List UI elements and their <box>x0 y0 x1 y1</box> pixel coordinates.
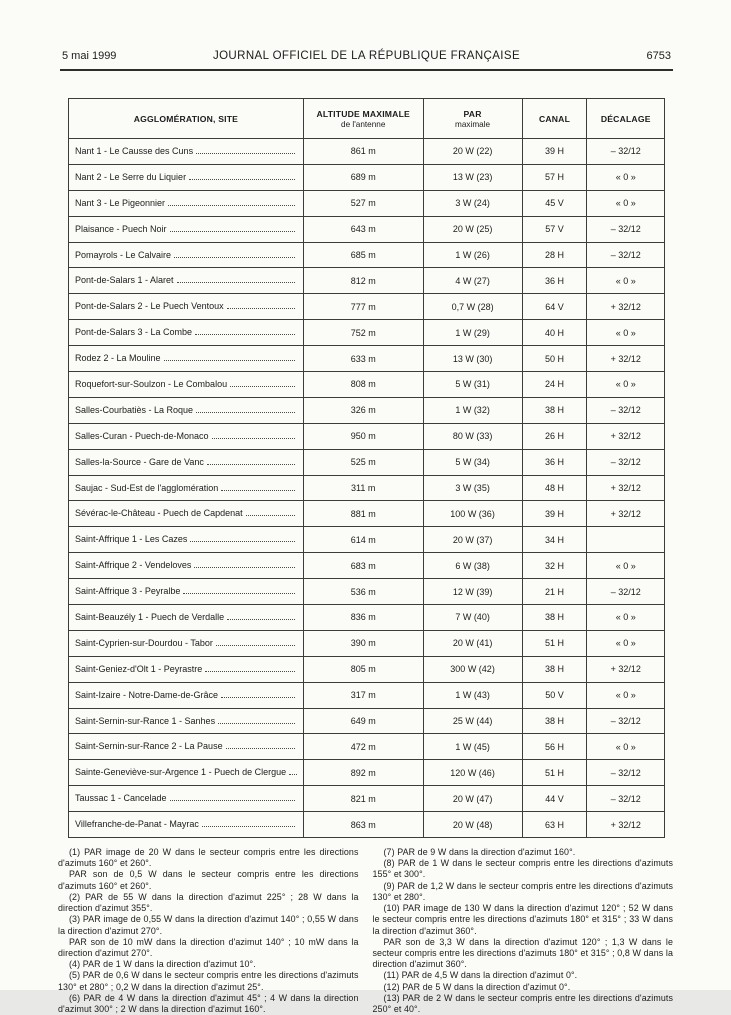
canal-cell: 48 H <box>522 475 587 501</box>
table-row <box>69 786 665 812</box>
table-row <box>69 216 665 242</box>
dotted-leader <box>196 153 295 154</box>
canal-cell: 39 H <box>522 501 587 527</box>
dotted-leader <box>246 515 295 516</box>
table-header <box>69 99 665 139</box>
par-cell: 3 W (35) <box>423 475 522 501</box>
footnote: (7) PAR de 9 W dans la direction d'azimut 160°. <box>383 847 576 858</box>
footnote: (4) PAR de 1 W dans la direction d'azimut 10°. <box>69 959 256 970</box>
footnote: (10) PAR image de 130 W dans la direction d'azimut 120° ; 52 W dans le secteur compris entre les directions d'azimuts 180° et 315° ; 33 W dans la direction d'azimut 360°. <box>372 903 673 936</box>
footnote: (2) PAR de 55 W dans la direction d'azimut 225° ; 28 W dans la direction d'azimut 355°. <box>58 891 359 914</box>
site-cell <box>69 475 304 501</box>
site-name: Rodez 2 - La Mouline <box>75 353 161 364</box>
table-row <box>69 294 665 320</box>
par-cell: 13 W (23) <box>423 164 522 190</box>
altitude-cell: 311 m <box>303 475 423 501</box>
site-cell <box>69 190 304 216</box>
dotted-leader <box>216 645 295 646</box>
column-header-agglomeration <box>69 99 304 139</box>
canal-cell: 38 H <box>522 605 587 631</box>
par-cell: 1 W (29) <box>423 320 522 346</box>
footnote: PAR son de 10 mW dans la direction d'azimut 140° ; 10 mW dans la direction d'azimut 270°. <box>58 936 359 959</box>
page-header <box>60 50 673 62</box>
altitude-cell: 881 m <box>303 501 423 527</box>
canal-cell: 38 H <box>522 397 587 423</box>
altitude-cell: 643 m <box>303 216 423 242</box>
par-cell: 1 W (45) <box>423 734 522 760</box>
altitude-cell: 863 m <box>303 812 423 838</box>
canal-cell: 24 H <box>522 372 587 398</box>
table-row <box>69 346 665 372</box>
par-cell: 20 W (25) <box>423 216 522 242</box>
dotted-leader <box>190 541 294 542</box>
altitude-cell: 950 m <box>303 423 423 449</box>
canal-cell: 32 H <box>522 553 587 579</box>
site-name: Sévérac-le-Château - Puech de Capdenat <box>75 508 243 519</box>
dotted-leader <box>195 334 295 335</box>
column-label: AGGLOMÉRATION, SITE <box>133 113 239 124</box>
dotted-leader <box>207 464 295 465</box>
column-header-decalage <box>587 99 665 139</box>
site-cell <box>69 656 304 682</box>
site-cell <box>69 294 304 320</box>
site-name: Nant 3 - Le Pigeonnier <box>75 197 166 208</box>
canal-cell: 50 H <box>522 346 587 372</box>
dotted-leader <box>189 179 295 180</box>
table-row <box>69 320 665 346</box>
dotted-leader <box>170 800 295 801</box>
altitude-cell: 683 m <box>303 553 423 579</box>
table-row <box>69 760 665 786</box>
decalage-cell: « 0 » <box>587 630 665 656</box>
table-body <box>69 139 665 838</box>
site-name: Sainte-Geneviève-sur-Argence 1 - Puech de Clergue <box>75 767 287 778</box>
table-row <box>69 682 665 708</box>
decalage-cell: – 32/12 <box>587 760 665 786</box>
decalage-cell: « 0 » <box>587 190 665 216</box>
site-name: Saint-Cyprien-sur-Dourdou - Tabor <box>75 637 213 648</box>
site-name: Saint-Beauzély 1 - Puech de Verdalle <box>75 611 225 622</box>
altitude-cell: 689 m <box>303 164 423 190</box>
par-cell: 4 W (27) <box>423 268 522 294</box>
footnote: (13) PAR de 2 W dans le secteur compris entre les directions d'azimuts 250° et 40°. <box>372 992 673 1015</box>
canal-cell: 51 H <box>522 630 587 656</box>
par-cell: 20 W (37) <box>423 527 522 553</box>
site-name: Plaisance - Puech Noir <box>75 223 167 234</box>
decalage-cell: « 0 » <box>587 268 665 294</box>
dotted-leader <box>205 671 295 672</box>
site-cell <box>69 449 304 475</box>
par-cell: 6 W (38) <box>423 553 522 579</box>
altitude-cell: 777 m <box>303 294 423 320</box>
footnote: PAR son de 0,5 W dans le secteur compris entre les directions d'azimuts 160° et 260°. <box>58 869 359 891</box>
table-row <box>69 397 665 423</box>
decalage-cell: – 32/12 <box>587 216 665 242</box>
altitude-cell: 527 m <box>303 190 423 216</box>
par-cell: 3 W (24) <box>423 190 522 216</box>
footnote: (11) PAR de 4,5 W dans la direction d'azimut 0°. <box>383 970 578 981</box>
transmitters-table <box>68 98 665 838</box>
dotted-leader <box>227 308 295 309</box>
canal-cell: 26 H <box>522 423 587 449</box>
site-name: Roquefort-sur-Soulzon - Le Combalou <box>75 378 228 389</box>
site-name: Saint-Affrique 1 - Les Cazes <box>75 534 188 545</box>
par-cell: 13 W (30) <box>423 346 522 372</box>
decalage-cell: – 32/12 <box>587 397 665 423</box>
altitude-cell: 525 m <box>303 449 423 475</box>
footnotes-right-column <box>373 847 674 1015</box>
footnotes-left-column <box>58 847 359 1015</box>
decalage-cell: « 0 » <box>587 553 665 579</box>
dotted-leader <box>230 386 295 387</box>
decalage-cell: + 32/12 <box>587 501 665 527</box>
table-row <box>69 605 665 631</box>
site-cell <box>69 786 304 812</box>
table-row <box>69 242 665 268</box>
dotted-leader <box>218 723 295 724</box>
table-row <box>69 734 665 760</box>
site-name: Saint-Affrique 3 - Peyralbe <box>75 586 181 597</box>
site-name: Salles-Courbatiès - La Roque <box>75 404 194 415</box>
table-row <box>69 527 665 553</box>
par-cell: 12 W (39) <box>423 579 522 605</box>
site-name: Nant 1 - Le Causse des Cuns <box>75 145 194 156</box>
decalage-cell <box>587 527 665 553</box>
column-header-altitude <box>303 99 423 139</box>
dotted-leader <box>289 774 297 775</box>
altitude-cell: 633 m <box>303 346 423 372</box>
decalage-cell: « 0 » <box>587 605 665 631</box>
altitude-cell: 752 m <box>303 320 423 346</box>
decalage-cell: + 32/12 <box>587 812 665 838</box>
decalage-cell: + 32/12 <box>587 656 665 682</box>
table-row <box>69 423 665 449</box>
footnote: (5) PAR de 0,6 W dans le secteur compris entre les directions d'azimuts 130° et 280° ; 0,2 W dans la direction d'azimut 25°. <box>58 970 359 992</box>
site-name: Saint-Geniez-d'Olt 1 - Peyrastre <box>75 663 203 674</box>
dotted-leader <box>194 567 294 568</box>
table-row <box>69 501 665 527</box>
site-name: Saint-Izaire - Notre-Dame-de-Grâce <box>75 689 219 700</box>
table-row <box>69 449 665 475</box>
altitude-cell: 649 m <box>303 708 423 734</box>
par-cell: 20 W (41) <box>423 630 522 656</box>
site-cell <box>69 579 304 605</box>
table-row <box>69 190 665 216</box>
footnote: (8) PAR de 1 W dans le secteur compris entre les directions d'azimuts 155° et 300°. <box>372 858 673 880</box>
header-date: 5 mai 1999 <box>62 50 117 62</box>
table-header-row <box>69 99 665 139</box>
site-name: Pont-de-Salars 2 - Le Puech Ventoux <box>75 301 224 312</box>
dotted-leader <box>174 257 295 258</box>
site-cell <box>69 501 304 527</box>
canal-cell: 40 H <box>522 320 587 346</box>
site-cell <box>69 242 304 268</box>
par-cell: 20 W (48) <box>423 812 522 838</box>
altitude-cell: 892 m <box>303 760 423 786</box>
altitude-cell: 536 m <box>303 579 423 605</box>
par-cell: 1 W (26) <box>423 242 522 268</box>
site-name: Pont-de-Salars 3 - La Combe <box>75 327 193 338</box>
decalage-cell: « 0 » <box>587 734 665 760</box>
column-label: ALTITUDE MAXIMALE <box>316 108 410 119</box>
canal-cell: 64 V <box>522 294 587 320</box>
altitude-cell: 326 m <box>303 397 423 423</box>
site-cell <box>69 734 304 760</box>
table-row <box>69 268 665 294</box>
column-sublabel: de l'antenne <box>341 119 386 129</box>
site-name: Taussac 1 - Cancelade <box>75 793 167 804</box>
decalage-cell: « 0 » <box>587 682 665 708</box>
footnote: (3) PAR image de 0,55 W dans la direction d'azimut 140° ; 0,55 W dans la direction d'azimut 270°. <box>58 914 359 936</box>
site-cell <box>69 164 304 190</box>
footnote: (1) PAR image de 20 W dans le secteur compris entre les directions d'azimuts 160° et 260°. <box>58 847 359 869</box>
table-row <box>69 630 665 656</box>
footnote: PAR son de 3,3 W dans la direction d'azimut 120° ; 1,3 W dans le secteur compris entre les directions d'azimuts 180° et 315° ; 0,8 W dans la direction d'azimut 360°. <box>372 936 673 970</box>
column-label: PAR <box>463 108 482 119</box>
altitude-cell: 812 m <box>303 268 423 294</box>
altitude-cell: 821 m <box>303 786 423 812</box>
column-label: CANAL <box>538 113 571 124</box>
canal-cell: 63 H <box>522 812 587 838</box>
altitude-cell: 317 m <box>303 682 423 708</box>
dotted-leader <box>227 619 295 620</box>
decalage-cell: « 0 » <box>587 164 665 190</box>
site-cell <box>69 268 304 294</box>
site-cell <box>69 630 304 656</box>
canal-cell: 44 V <box>522 786 587 812</box>
dotted-leader <box>196 412 295 413</box>
par-cell: 20 W (47) <box>423 786 522 812</box>
decalage-cell: + 32/12 <box>587 346 665 372</box>
altitude-cell: 861 m <box>303 139 423 165</box>
par-cell: 120 W (46) <box>423 760 522 786</box>
site-cell <box>69 682 304 708</box>
canal-cell: 45 V <box>522 190 587 216</box>
canal-cell: 21 H <box>522 579 587 605</box>
canal-cell: 36 H <box>522 268 587 294</box>
column-header-par <box>423 99 522 139</box>
decalage-cell: – 32/12 <box>587 579 665 605</box>
par-cell: 0,7 W (28) <box>423 294 522 320</box>
altitude-cell: 808 m <box>303 372 423 398</box>
site-name: Villefranche-de-Panat - Mayrac <box>75 819 199 830</box>
table-row <box>69 372 665 398</box>
site-cell <box>69 139 304 165</box>
par-cell: 20 W (22) <box>423 139 522 165</box>
column-label: DÉCALAGE <box>600 113 651 124</box>
table-row <box>69 579 665 605</box>
site-cell <box>69 320 304 346</box>
canal-cell: 38 H <box>522 656 587 682</box>
site-cell <box>69 372 304 398</box>
site-name: Pont-de-Salars 1 - Alaret <box>75 275 174 286</box>
altitude-cell: 836 m <box>303 605 423 631</box>
canal-cell: 38 H <box>522 708 587 734</box>
dotted-leader <box>177 282 295 283</box>
site-name: Saint-Sernin-sur-Rance 2 - La Pause <box>75 741 223 752</box>
dotted-leader <box>221 490 295 491</box>
par-cell: 5 W (34) <box>423 449 522 475</box>
canal-cell: 51 H <box>522 760 587 786</box>
dotted-leader <box>202 826 295 827</box>
site-name: Saint-Sernin-sur-Rance 1 - Sanhes <box>75 715 216 726</box>
par-cell: 1 W (32) <box>423 397 522 423</box>
site-name: Saujac - Sud-Est de l'agglomération <box>75 482 219 493</box>
decalage-cell: + 32/12 <box>587 475 665 501</box>
dotted-leader <box>226 748 295 749</box>
decalage-cell: – 32/12 <box>587 708 665 734</box>
footnote: (12) PAR de 5 W dans la direction d'azimut 0°. <box>383 981 571 992</box>
table-row <box>69 475 665 501</box>
site-cell <box>69 708 304 734</box>
canal-cell: 39 H <box>522 139 587 165</box>
site-name: Salles-Curan - Puech-de-Monaco <box>75 430 209 441</box>
table-row <box>69 164 665 190</box>
footnotes <box>58 847 673 1015</box>
page-title: JOURNAL OFFICIEL DE LA RÉPUBLIQUE FRANÇAISE <box>212 50 521 62</box>
decalage-cell: « 0 » <box>587 372 665 398</box>
dotted-leader <box>170 231 295 232</box>
dotted-leader <box>183 593 294 594</box>
site-cell <box>69 423 304 449</box>
par-cell: 7 W (40) <box>423 605 522 631</box>
par-cell: 100 W (36) <box>423 501 522 527</box>
site-name: Saint-Affrique 2 - Vendeloves <box>75 560 192 571</box>
canal-cell: 36 H <box>522 449 587 475</box>
decalage-cell: – 32/12 <box>587 242 665 268</box>
decalage-cell: – 32/12 <box>587 786 665 812</box>
altitude-cell: 472 m <box>303 734 423 760</box>
site-cell <box>69 760 304 786</box>
canal-cell: 57 V <box>522 216 587 242</box>
site-name: Nant 2 - Le Serre du Liquier <box>75 171 187 182</box>
altitude-cell: 805 m <box>303 656 423 682</box>
footnote: (6) PAR de 4 W dans la direction d'azimut 45° ; 4 W dans la direction d'azimut 300° ; 2 W dans la direction d'azimut 160°. <box>58 992 359 1015</box>
table-row <box>69 812 665 838</box>
altitude-cell: 614 m <box>303 527 423 553</box>
dotted-leader <box>221 697 295 698</box>
site-cell <box>69 346 304 372</box>
table-row <box>69 553 665 579</box>
table-row <box>69 708 665 734</box>
site-cell <box>69 605 304 631</box>
par-cell: 1 W (43) <box>423 682 522 708</box>
par-cell: 300 W (42) <box>423 656 522 682</box>
dotted-leader <box>168 205 295 206</box>
dotted-leader <box>212 438 295 439</box>
site-cell <box>69 397 304 423</box>
header-divider <box>60 69 673 71</box>
decalage-cell: + 32/12 <box>587 423 665 449</box>
site-cell <box>69 527 304 553</box>
table-row <box>69 656 665 682</box>
header-page-number: 6753 <box>646 50 671 62</box>
decalage-cell: – 32/12 <box>587 139 665 165</box>
site-cell <box>69 553 304 579</box>
decalage-cell: + 32/12 <box>587 294 665 320</box>
par-cell: 25 W (44) <box>423 708 522 734</box>
canal-cell: 56 H <box>522 734 587 760</box>
site-cell <box>69 812 304 838</box>
decalage-cell: « 0 » <box>587 320 665 346</box>
par-cell: 80 W (33) <box>423 423 522 449</box>
footnote: (9) PAR de 1,2 W dans le secteur compris entre les directions d'azimuts 130° et 280°. <box>372 880 673 902</box>
par-cell: 5 W (31) <box>423 372 522 398</box>
site-name: Salles-la-Source - Gare de Vanc <box>75 456 204 467</box>
column-header-canal <box>522 99 587 139</box>
site-name: Pomayrols - Le Calvaire <box>75 249 172 260</box>
dotted-leader <box>164 360 295 361</box>
decalage-cell: – 32/12 <box>587 449 665 475</box>
canal-cell: 34 H <box>522 527 587 553</box>
altitude-cell: 390 m <box>303 630 423 656</box>
altitude-cell: 685 m <box>303 242 423 268</box>
canal-cell: 28 H <box>522 242 587 268</box>
table-row <box>69 139 665 165</box>
canal-cell: 57 H <box>522 164 587 190</box>
canal-cell: 50 V <box>522 682 587 708</box>
column-sublabel: maximale <box>455 119 491 129</box>
site-cell <box>69 216 304 242</box>
